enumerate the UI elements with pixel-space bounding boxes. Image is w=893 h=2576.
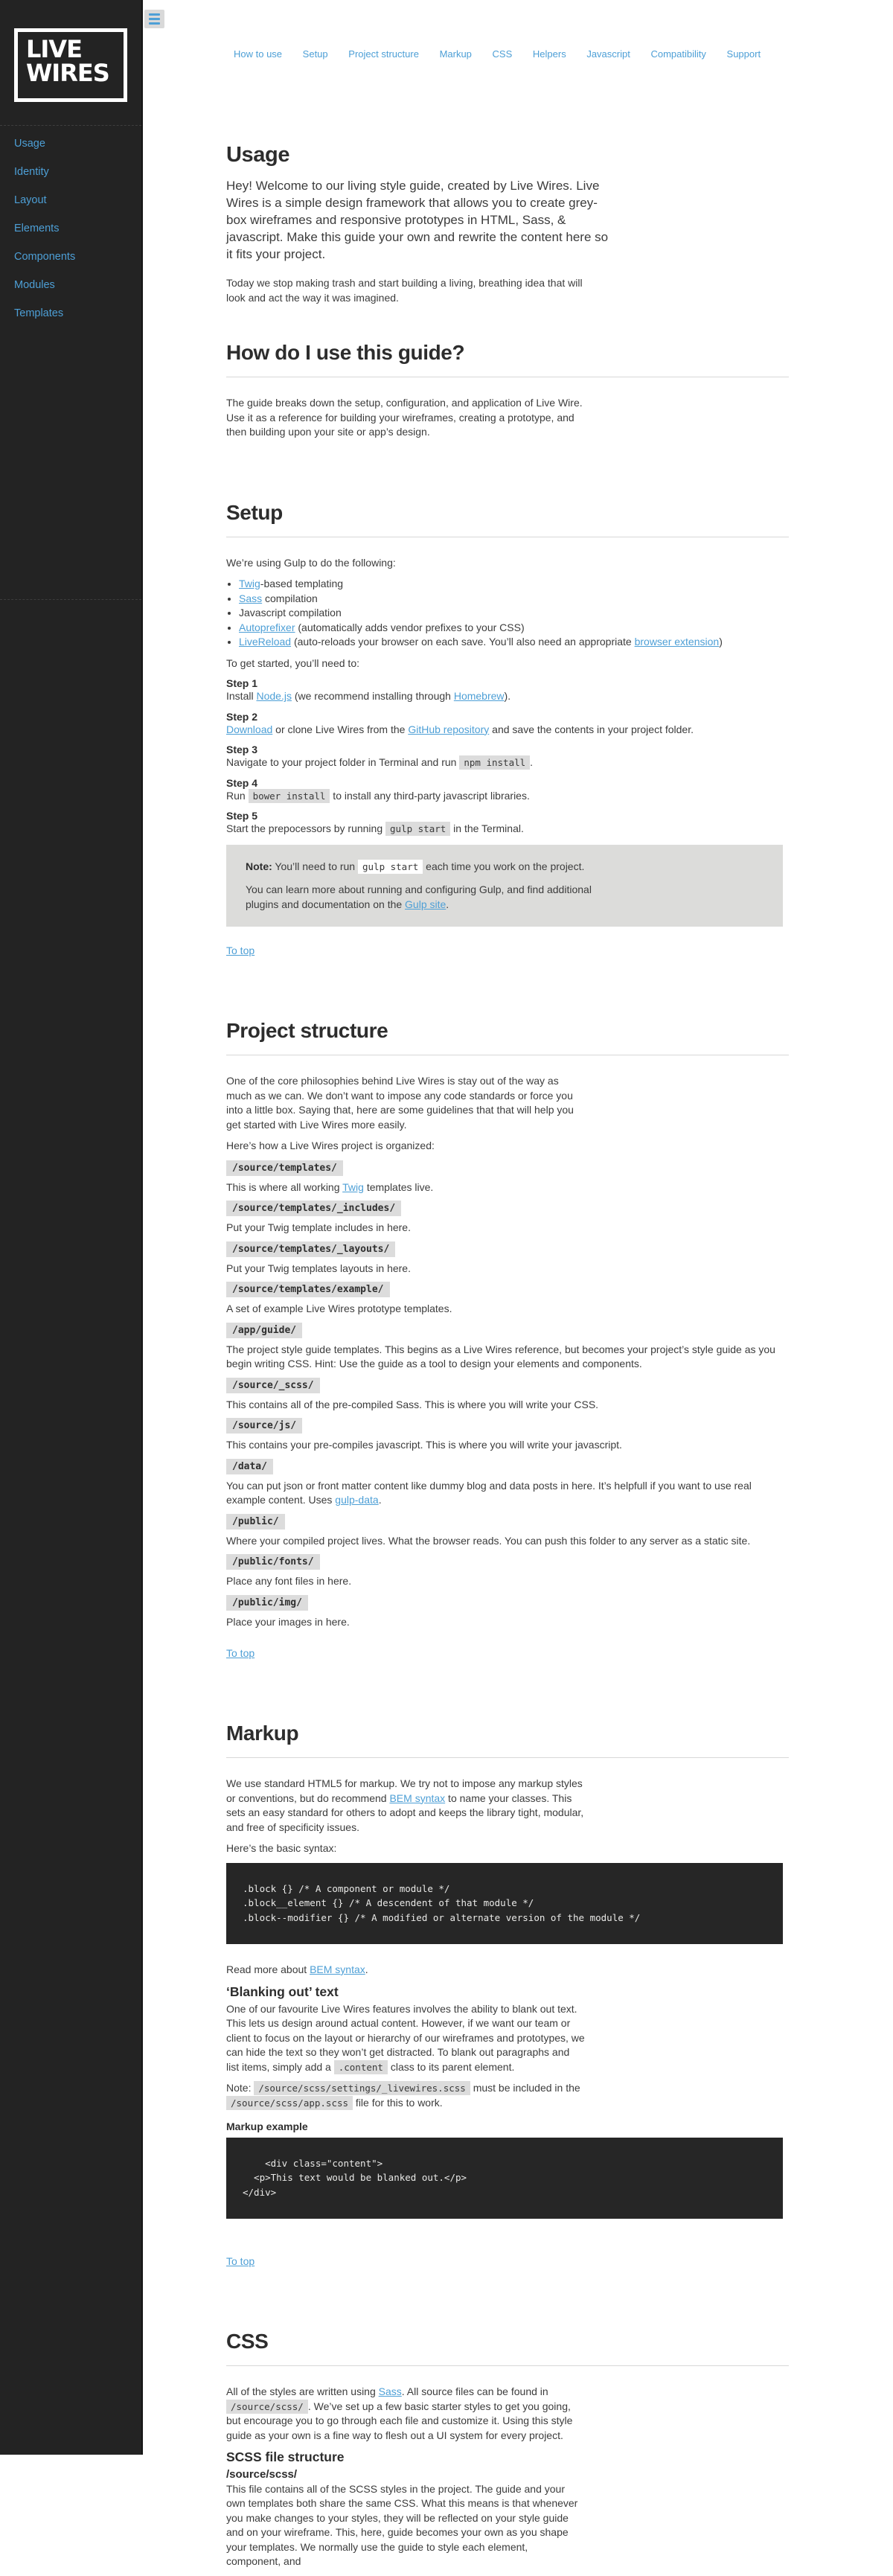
css-title: CSS [226,2330,269,2353]
usage-lead: Hey! Welcome to our living style guide, created by Live Wires. Live Wires is a simple design framework that allows you to create grey-box wireframes and responsive prototypes in HTML, Sass, & javascript. Make this guide your own and rewrite the content here so it fits your project. [226,179,609,261]
step-body: Download or clone Live Wires from the GitHub repository and save the contents in your project folder. [226,723,694,735]
logo [0,0,141,126]
inline-code: gulp start [358,860,423,874]
folder-desc: Where your compiled project lives. What the browser reads. You can push this folder to any server as a static site. [226,1534,751,1547]
project-title: Project structure [226,1019,388,1042]
folder-data [226,1459,789,1508]
folder-source-templates [226,1160,789,1195]
folder-desc: A set of example Live Wires prototype templates. [226,1303,452,1314]
to-top-link[interactable]: To top [226,2255,255,2267]
inline-code: .content [334,2060,388,2074]
section-setup [226,501,789,959]
step-title: Step 1 [226,677,258,689]
inline-link[interactable]: BEM syntax [310,1963,365,1975]
scss-structure-path: /source/scss/ [226,2468,298,2481]
folder-path: /source/templates/ [226,1160,343,1176]
markup-intro: We use standard HTML5 for markup. We try not to impose any markup styles or conventions, but do recommend BEM syntax to name your classes. This sets an easy standard for others to adopt and keeps the library tight, modular, and free of specificity issues. [226,1777,584,1833]
main-content [226,0,789,2576]
folder-desc: Place any font files in here. [226,1575,352,1587]
blanking-title: ‘Blanking out’ text [226,1984,339,1999]
scss-structure-title: SCSS file structure [226,2449,345,2464]
inline-link[interactable]: browser extension [634,636,720,648]
folder-desc: Place your images in here. [226,1615,350,1628]
note-box [226,845,783,927]
usage-title: Usage [226,143,290,167]
folder-path: /source/templates/_layouts/ [226,1241,395,1257]
folder-public-img [226,1595,789,1630]
code-block-bem: .block {} /* A component or module */ .block__element {} /* A descendent of that module */ .block--modifier {} /* A modified or alternate version of the module */ [226,1863,783,1945]
inline-code: /source/scss/settings/_livewires.scss [254,2081,470,2095]
folder-path: /source/templates/_includes/ [226,1201,401,1216]
folder-list [226,1160,789,1630]
inline-link[interactable]: Homebrew [453,690,505,702]
setup-step-4 [226,777,789,804]
step-title: Step 5 [226,810,258,822]
setup-step-1 [226,677,789,704]
divider [226,2365,789,2366]
livewires-logo-frame [14,28,127,102]
step-title: Step 2 [226,710,258,723]
nav-helpers[interactable]: Helpers [532,48,566,60]
step-body: Navigate to your project folder in Terminal and run npm install . [226,756,534,768]
menu-toggle-button[interactable] [144,10,164,28]
markup-title: Markup [226,1722,299,1745]
logo-word-wires: WIRES [26,58,109,87]
markup-example-label: Markup example [226,2120,308,2132]
list-item: • Twig-based templating [239,577,789,592]
inline-link[interactable]: Sass [378,2385,402,2397]
sidebar-item-components[interactable]: Components [14,251,76,263]
inline-link[interactable]: Twig [342,1180,364,1193]
section-project-structure [226,1019,789,1661]
markup-basic-syntax-label: Here’s the basic syntax: [226,1842,337,1854]
inline-link[interactable]: Twig [239,578,260,589]
folder-path: /public/fonts/ [226,1554,320,1570]
to-top-link[interactable]: To top [226,945,255,956]
step-title: Step 4 [226,776,258,789]
inline-code: npm install [459,755,530,770]
folder-desc: This is where all working Twig templates live. [226,1180,434,1193]
folder-example [226,1282,789,1317]
folder-path: /app/guide/ [226,1323,302,1338]
sidebar-item-modules[interactable]: Modules [14,279,55,291]
section-markup [226,1722,789,2269]
list-item: • Sass compilation [239,592,789,607]
markup-read-more: Read more about BEM syntax. [226,1963,368,1975]
divider [226,1757,789,1758]
list-item: • LiveReload (auto-reloads your browser on each save. You’ll also need an appropriate browser extension) [239,635,789,650]
sidebar-item-identity[interactable]: Identity [14,166,49,178]
setup-intro: We’re using Gulp to do the following: [226,556,396,569]
css-intro: All of the styles are written using Sass. All source files can be found in /source/scss/ . We’ve set up a few basic starter styles to get you going, but encourage you to go through each file and customize it. Using this style guide as your own is a fine way to flesh out a UI system for every project. [226,2385,573,2441]
how-title: How do I use this guide? [226,341,465,364]
step-body: Run bower install to install any third-party javascript libraries. [226,789,530,802]
usage-body: Today we stop making trash and start building a living, breathing idea that will look and act the way it was imagined. [226,277,583,304]
setup-get-started: To get started, you’ll need to: [226,656,359,669]
folder-scss [226,1378,789,1413]
folder-path: /source/_scss/ [226,1378,320,1393]
list-item: • Autoprefixer (automatically adds vendor prefixes to your CSS) [239,621,789,636]
folder-desc: This contains your pre-compiles javascript. This is where you will write your javascript. [226,1439,622,1451]
section-how [226,341,789,440]
scss-structure-body: This file contains all of the SCSS styles in the project. The guide and your own templates both share the same CSS. What this means is that whenever you make changes to your styles, they will be reflected on your style guide and on your wireframe. This, here, guide becomes your own as you shape your templates. We normally use the guide to style each element, component, and [226,2482,578,2567]
note-line-2: You can learn more about running and configuring Gulp, and find additional plugins and documentation on the Gulp site. [246,883,592,910]
folder-path: /data/ [226,1459,273,1474]
folder-app-guide [226,1323,789,1372]
nav-markup[interactable]: Markup [439,48,472,60]
folder-layouts [226,1241,789,1276]
sidebar-item-templates[interactable]: Templates [14,307,64,319]
setup-step-3 [226,744,789,770]
inline-link[interactable]: Sass [239,592,263,604]
logo-word-live: LIVE [26,35,82,63]
folder-desc: Put your Twig template includes in here. [226,1221,411,1233]
nav-css[interactable]: CSS [492,48,513,60]
sidebar-item-layout[interactable]: Layout [14,194,47,206]
inline-link[interactable]: BEM syntax [389,1792,446,1804]
folder-desc: Put your Twig templates layouts in here. [226,1262,411,1274]
inline-link[interactable]: gulp-data [335,1494,379,1506]
inline-code: gulp start [385,822,450,836]
nav-javascript[interactable]: Javascript [586,48,630,60]
inline-code: /source/scss/app.scss [226,2096,353,2110]
step-body: Install Node.js (we recommend installing through Homebrew). [226,690,511,702]
project-organized: Here’s how a Live Wires project is organized: [226,1140,435,1151]
inline-link[interactable]: LiveReload [239,636,292,648]
inline-link[interactable]: GitHub repository [408,723,490,735]
setup-step-5 [226,810,789,837]
folder-js [226,1418,789,1453]
setup-step-2 [226,711,789,738]
section-css [226,2330,789,2569]
inline-link[interactable]: Node.js [256,690,292,702]
nav-setup[interactable]: Setup [302,48,328,60]
folder-desc: This contains all of the pre-compiled Sass. This is where you will write your CSS. [226,1398,599,1410]
folder-path: /source/js/ [226,1418,302,1434]
nav-compatibility[interactable]: Compatibility [650,48,706,60]
inline-link[interactable]: Gulp site [405,898,446,910]
hamburger-icon [149,13,160,16]
sidebar-item-elements[interactable]: Elements [14,223,60,234]
folder-includes [226,1201,789,1236]
nav-support[interactable]: Support [726,48,761,60]
nav-project-structure[interactable]: Project structure [348,48,419,60]
folder-desc: You can put json or front matter content like dummy blog and data posts in here. It’s helpfull if you want to use real example content. Uses gulp-data. [226,1479,752,1506]
project-intro: One of the core philosophies behind Live Wires is stay out of the way as much as we can. We don’t want to impose any code standards or force you into a little box. Saying that, here are some guidelines that that will help you get started with Live Wires more easily. [226,1075,574,1131]
inline-code: bower install [249,789,330,803]
inline-link[interactable]: Autoprefixer [239,621,295,633]
to-top-link[interactable]: To top [226,1647,255,1659]
folder-desc: The project style guide templates. This begins as a Live Wires reference, but becomes your project’s style guide as you begin writing CSS. Hint: Use the guide as a tool to design your elements and components. [226,1343,775,1370]
blanking-body: One of our favourite Live Wires features involves the ability to blank out text. This lets us design around actual content. However, if we want our team or client to focus on the layout or hierarchy of our wireframes and prototypes, we can hide the text so they won’t get distracted. To blank out paragraphs and list items, simply add a .content class to its parent element. [226,2002,585,2073]
code-block-markup-example: <div class="content"> <p>This text would be blanked out.</p> </div> [226,2138,783,2219]
sidebar-nav [0,126,141,321]
list-item: • Javascript compilation [239,606,789,621]
nav-how-to-use[interactable]: How to use [234,48,283,60]
sidebar [0,0,143,2455]
inline-link[interactable]: Download [226,723,273,735]
top-nav [226,0,789,60]
setup-bullet-list [226,577,789,650]
step-body: Start the prepocessors by running gulp start in the Terminal. [226,822,524,834]
folder-public-fonts [226,1554,789,1589]
folder-path: /public/img/ [226,1595,308,1611]
folder-path: /public/ [226,1514,285,1530]
bold-text: Note: [246,860,272,872]
blanking-note: Note: /source/scss/settings/_livewires.scss must be included in the /source/scss/app.scss file for this to work. [226,2082,580,2109]
sidebar-upper [0,0,141,600]
how-body: The guide breaks down the setup, configuration, and application of Live Wire. Use it as a reference for building your wireframes, creating a prototype, and then building upon your site or app’s design. [226,397,583,438]
inline-code: /source/scss/ [226,2400,308,2414]
note-line-1: Note: You’ll need to run gulp start each time you work on the project. [246,860,585,872]
folder-path: /source/templates/example/ [226,1282,390,1297]
sidebar-item-usage[interactable]: Usage [14,138,45,150]
section-usage [226,143,789,305]
folder-public [226,1514,789,1549]
step-title: Step 3 [226,744,258,755]
setup-title: Setup [226,500,283,524]
